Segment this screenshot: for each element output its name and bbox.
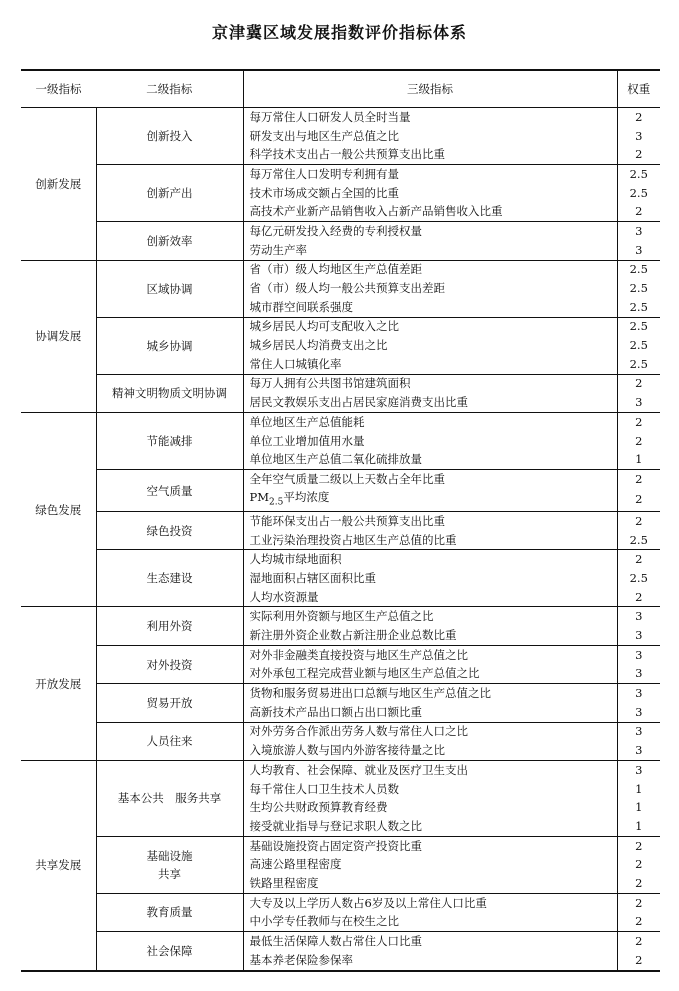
level2-indicator: 节能减排 <box>96 413 243 470</box>
table-row <box>21 836 660 855</box>
weight-value: 2.5 <box>617 279 660 298</box>
level3-indicator: 湿地面积占辖区面积比重 <box>243 569 617 588</box>
level1-indicator: 共享发展 <box>21 760 96 970</box>
level1-indicator: 协调发展 <box>21 260 96 413</box>
level2-indicator: 教育质量 <box>96 893 243 931</box>
weight-value: 3 <box>617 607 660 626</box>
weight-value: 2.5 <box>617 336 660 355</box>
level1-indicator: 开放发展 <box>21 607 96 761</box>
weight-value: 3 <box>617 626 660 645</box>
weight-value: 3 <box>617 241 660 260</box>
weight-value: 3 <box>617 393 660 412</box>
level3-indicator: 研发支出与地区生产总值之比 <box>243 127 617 146</box>
weight-value: 2 <box>617 932 660 951</box>
weight-value: 3 <box>617 645 660 664</box>
weight-value: 2 <box>617 374 660 393</box>
weight-value: 2 <box>617 893 660 912</box>
level2-indicator: 城乡协调 <box>96 317 243 374</box>
indicator-table <box>21 69 660 972</box>
weight-value: 2.5 <box>617 569 660 588</box>
weight-value: 2 <box>617 108 660 127</box>
weight-value: 2.5 <box>617 260 660 279</box>
level3-indicator: 对外承包工程完成营业额与地区生产总值之比 <box>243 665 617 684</box>
level3-indicator: 城乡居民人均消费支出之比 <box>243 336 617 355</box>
table-row <box>21 512 660 531</box>
weight-value: 2 <box>617 432 660 451</box>
level3-indicator: 新注册外资企业数占新注册企业总数比重 <box>243 626 617 645</box>
weight-value: 2.5 <box>617 184 660 203</box>
level3-indicator: 货物和服务贸易进出口总额与地区生产总值之比 <box>243 684 617 703</box>
weight-value: 2 <box>617 550 660 569</box>
level3-indicator: 人均教育、社会保障、就业及医疗卫生支出 <box>243 760 617 779</box>
weight-value: 3 <box>617 703 660 722</box>
level3-indicator: 省（市）级人均地区生产总值差距 <box>243 260 617 279</box>
level3-indicator: 基本养老保险参保率 <box>243 951 617 971</box>
level2-indicator: 绿色投资 <box>96 512 243 550</box>
level2-indicator: 区域协调 <box>96 260 243 317</box>
level3-indicator: 居民文教娱乐支出占居民家庭消费支出比重 <box>243 393 617 412</box>
level2-indicator: 对外投资 <box>96 645 243 683</box>
level3-indicator: 中小学专任教师与在校生之比 <box>243 912 617 931</box>
weight-value: 1 <box>617 798 660 817</box>
weight-value: 2 <box>617 912 660 931</box>
level3-indicator: 大专及以上学历人数占6岁及以上常住人口比重 <box>243 893 617 912</box>
level3-indicator: 单位工业增加值用水量 <box>243 432 617 451</box>
level3-indicator: 单位地区生产总值二氧化硫排放量 <box>243 450 617 469</box>
table-row <box>21 108 660 127</box>
table-row <box>21 413 660 432</box>
table-row <box>21 222 660 241</box>
level3-indicator: 常住人口城镇化率 <box>243 355 617 374</box>
weight-value: 3 <box>617 127 660 146</box>
level3-indicator: 节能环保支出占一般公共预算支出比重 <box>243 512 617 531</box>
table-row <box>21 317 660 336</box>
level2-indicator: 空气质量 <box>96 470 243 512</box>
weight-value: 2 <box>617 588 660 607</box>
table-row <box>21 645 660 664</box>
weight-value: 1 <box>617 817 660 836</box>
table-row <box>21 607 660 626</box>
level3-indicator: 人均水资源量 <box>243 588 617 607</box>
table-row <box>21 722 660 741</box>
weight-value: 2 <box>617 836 660 855</box>
level3-indicator: 高速公路里程密度 <box>243 855 617 874</box>
weight-value: 2 <box>617 951 660 971</box>
level3-indicator: 铁路里程密度 <box>243 874 617 893</box>
level3-indicator: 接受就业指导与登记求职人数之比 <box>243 817 617 836</box>
weight-value: 3 <box>617 222 660 241</box>
weight-value: 2.5 <box>617 317 660 336</box>
level2-indicator: 创新产出 <box>96 165 243 222</box>
header-level2: 二级指标 <box>96 70 243 108</box>
level2-indicator: 利用外资 <box>96 607 243 645</box>
level3-indicator: 科学技术支出占一般公共预算支出比重 <box>243 145 617 164</box>
weight-value: 2 <box>617 512 660 531</box>
weight-value: 2.5 <box>617 355 660 374</box>
level2-indicator: 生态建设 <box>96 550 243 607</box>
level3-indicator: 技术市场成交额占全国的比重 <box>243 184 617 203</box>
level2-indicator: 贸易开放 <box>96 684 243 722</box>
weight-value: 2 <box>617 874 660 893</box>
header-level3: 三级指标 <box>243 70 617 108</box>
level3-indicator: 每万人拥有公共图书馆建筑面积 <box>243 374 617 393</box>
level1-indicator: 绿色发展 <box>21 413 96 607</box>
weight-value: 1 <box>617 450 660 469</box>
header-level1: 一级指标 <box>21 70 96 108</box>
level3-indicator: 每万常住人口研发人员全时当量 <box>243 108 617 127</box>
level3-indicator: 对外非金融类直接投资与地区生产总值之比 <box>243 645 617 664</box>
weight-value: 1 <box>617 780 660 799</box>
table-header-row <box>21 70 660 108</box>
table-row <box>21 932 660 951</box>
level2-indicator: 基本公共 服务共享 <box>96 760 243 836</box>
level3-indicator: 入境旅游人数与国内外游客接待量之比 <box>243 741 617 760</box>
weight-value: 2.5 <box>617 165 660 184</box>
weight-value: 3 <box>617 684 660 703</box>
level3-indicator: 高新技术产品出口额占出口额比重 <box>243 703 617 722</box>
weight-value: 2 <box>617 202 660 221</box>
level3-indicator: 劳动生产率 <box>243 241 617 260</box>
weight-value: 2.5 <box>617 298 660 317</box>
level1-indicator: 创新发展 <box>35 176 82 191</box>
level3-indicator: 省（市）级人均一般公共预算支出差距 <box>243 279 617 298</box>
table-row <box>21 760 660 779</box>
weight-value: 3 <box>617 741 660 760</box>
level3-indicator: 每万常住人口发明专利拥有量 <box>243 165 617 184</box>
weight-value: 3 <box>617 722 660 741</box>
level3-indicator: 每千常住人口卫生技术人员数 <box>243 780 617 799</box>
level3-indicator: 高技术产业新产品销售收入占新产品销售收入比重 <box>243 202 617 221</box>
table-row <box>21 684 660 703</box>
weight-value: 2 <box>617 489 660 512</box>
level3-indicator: 对外劳务合作派出劳务人数与常住人口之比 <box>243 722 617 741</box>
table-row <box>21 893 660 912</box>
weight-value: 3 <box>617 760 660 779</box>
level3-indicator: 城市群空间联系强度 <box>243 298 617 317</box>
weight-value: 2 <box>617 855 660 874</box>
weight-value: 3 <box>617 665 660 684</box>
weight-value: 2 <box>617 413 660 432</box>
level3-indicator: 实际利用外资额与地区生产总值之比 <box>243 607 617 626</box>
table-row <box>21 260 660 279</box>
level3-indicator: 全年空气质量二级以上天数占全年比重 <box>243 470 617 489</box>
weight-value: 2.5 <box>617 531 660 550</box>
level3-indicator: 城乡居民人均可支配收入之比 <box>243 317 617 336</box>
level3-indicator: 最低生活保障人数占常住人口比重 <box>243 932 617 951</box>
level2-indicator: 人员往来 <box>96 722 243 760</box>
weight-value: 2 <box>617 145 660 164</box>
level3-indicator: 基础设施投资占固定资产投资比重 <box>243 836 617 855</box>
level2-indicator: 精神文明物质文明协调 <box>96 374 243 412</box>
level3-indicator: 每亿元研发投入经费的专利授权量 <box>243 222 617 241</box>
table-row <box>21 470 660 489</box>
level2-indicator: 创新效率 <box>96 222 243 260</box>
level2-indicator: 创新投入 <box>96 108 243 165</box>
weight-value: 2 <box>617 470 660 489</box>
level3-indicator: 人均城市绿地面积 <box>243 550 617 569</box>
level3-indicator: 生均公共财政预算教育经费 <box>243 798 617 817</box>
level3-indicator: $PM_{2.5}$平均浓度 <box>243 489 617 512</box>
table-row <box>21 374 660 393</box>
table-row <box>21 165 660 184</box>
header-weight: 权重 <box>617 70 660 108</box>
table-body <box>21 108 660 971</box>
document-title: 京津冀区域发展指数评价指标体系 <box>211 23 467 42</box>
level3-indicator: 工业污染治理投资占地区生产总值的比重 <box>243 531 617 550</box>
table-row <box>21 550 660 569</box>
level2-indicator: 基础设施 共享 <box>96 836 243 893</box>
level3-indicator: 单位地区生产总值能耗 <box>243 413 617 432</box>
level2-indicator: 社会保障 <box>96 932 243 971</box>
